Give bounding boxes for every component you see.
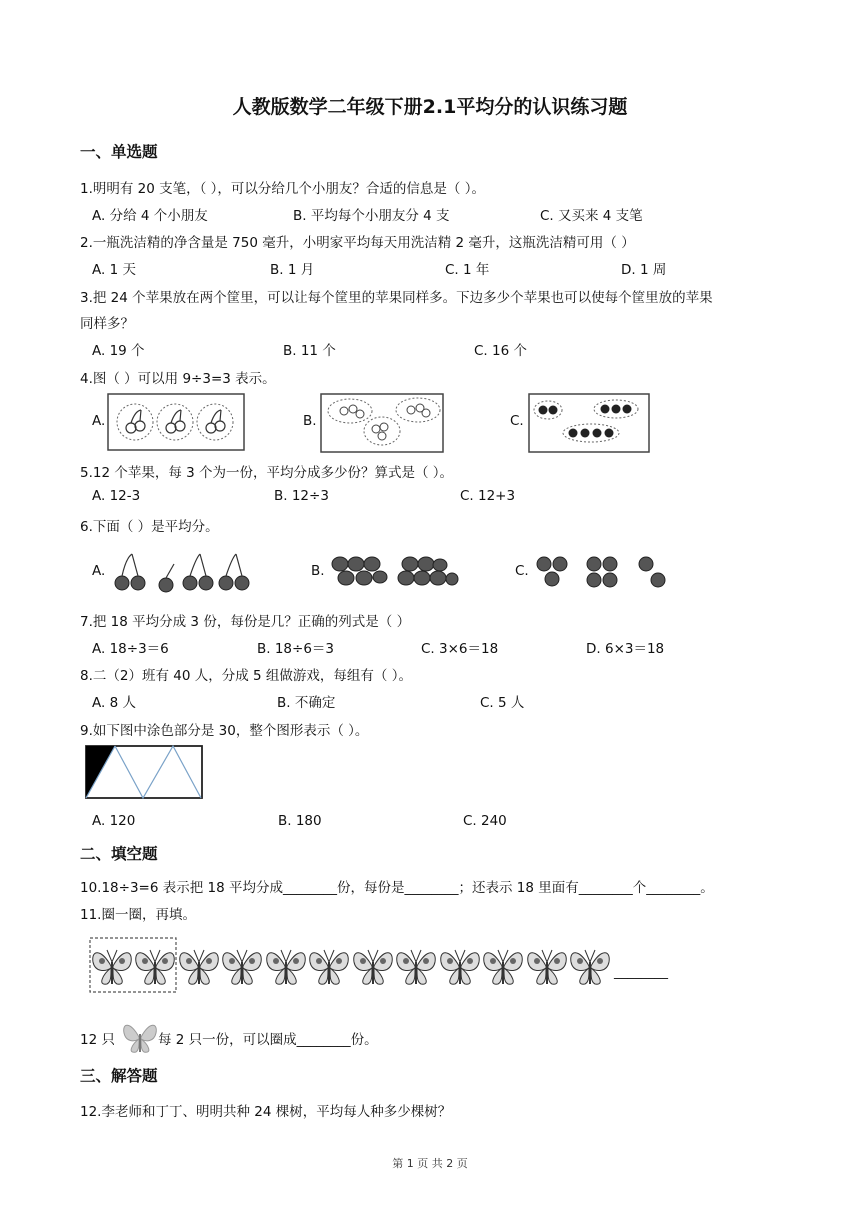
q7-option-a: A. 18÷3＝6: [92, 641, 169, 657]
q8-option-b: B. 不确定: [277, 695, 336, 711]
question-5: 5.12 个苹果，每 3 个为一份，平均分成多少份？算式是（ ）。: [80, 465, 454, 481]
question-1: 1.明明有 20 支笔，（ ），可以分给几个小朋友？合适的信息是（ ）。: [80, 181, 485, 197]
q9-option-a: A. 120: [92, 813, 136, 829]
question-10: 10.18÷3=6 表示把 18 平均分成________份，每份是________；还表示 18 里面有________个________。: [80, 880, 714, 896]
question-2: 2.一瓶洗洁精的净含量是 750 毫升，小明家平均每天用洗洁精 2 毫升，这瓶洗洁精可用（ ）: [80, 235, 635, 251]
question-8: 8.二（2）班有 40 人，分成 5 组做游戏，每组有（ ）。: [80, 668, 412, 684]
question-4: 4.图（ ）可以用 9÷3=3 表示。: [80, 371, 276, 387]
q4-option-b: B.: [303, 413, 317, 429]
section-heading-single-choice: 一、单选题: [80, 143, 158, 161]
q2-option-b: B. 1 月: [270, 262, 315, 278]
section-heading-solve: 三、解答题: [80, 1067, 158, 1085]
q11-line-2-prefix: 12 只: [80, 1032, 115, 1048]
question-3-line-1: 3.把 24 个苹果放在两个筐里，可以让每个筐里的苹果同样多。下边多少个苹果也可以使每个筐里放的苹果: [80, 290, 713, 306]
q3-option-a: A. 19 个: [92, 343, 145, 359]
q7-option-b: B. 18÷6＝3: [257, 641, 335, 657]
q11-line-2-text: 每 2 只一份，可以圈成________份。: [158, 1032, 378, 1048]
q6-option-b: B.: [311, 563, 325, 579]
q5-option-a: A. 12-3: [92, 488, 141, 504]
q7-option-d: D. 6×3＝18: [586, 641, 665, 657]
butterfly-icon: [122, 1018, 158, 1056]
q4-option-a: A.: [92, 413, 106, 429]
q6-option-c: C.: [515, 563, 529, 579]
q11-answer-blank[interactable]: ________: [614, 964, 668, 980]
q6-option-a: A.: [92, 563, 106, 579]
q8-option-a: A. 8 人: [92, 695, 136, 711]
q2-option-a: A. 1 天: [92, 262, 136, 278]
q5-option-b: B. 12÷3: [274, 488, 329, 504]
q4-image-a: [107, 393, 247, 453]
q4-option-c: C.: [510, 413, 524, 429]
question-9: 9.如下图中涂色部分是 30，整个图形表示（ ）。: [80, 723, 369, 739]
section-heading-fill-blank: 二、填空题: [80, 845, 158, 863]
q6-image-c-apples: [532, 552, 672, 592]
question-6: 6.下面（ ）是平均分。: [80, 519, 219, 535]
q4-image-c: [528, 393, 652, 455]
q2-option-d: D. 1 周: [621, 262, 667, 278]
q1-option-a: A. 分给 4 个小朋友: [92, 208, 208, 224]
question-7: 7.把 18 平均分成 3 份，每份是几？正确的列式是（ ）: [80, 614, 411, 630]
q8-option-c: C. 5 人: [480, 695, 525, 711]
q11-butterfly-row: [88, 936, 628, 994]
q5-option-c: C. 12+3: [460, 488, 516, 504]
q4-image-b: [320, 393, 446, 455]
question-12: 12.李老师和丁丁、明明共种 24 棵树，平均每人种多少棵树？: [80, 1104, 452, 1120]
q9-option-c: C. 240: [463, 813, 507, 829]
q7-option-c: C. 3×6＝18: [421, 641, 499, 657]
q3-option-b: B. 11 个: [283, 343, 336, 359]
q6-image-a-cherries: [108, 550, 258, 594]
question-11: 11.圈一圈，再填。: [80, 907, 196, 923]
q1-option-b: B. 平均每个小朋友分 4 支: [293, 208, 450, 224]
page-title: 人教版数学二年级下册2.1平均分的认识练习题: [232, 96, 628, 118]
q6-image-b-strawberries: [328, 552, 458, 592]
question-3-line-2: 同样多？: [80, 316, 134, 332]
q3-option-c: C. 16 个: [474, 343, 527, 359]
q2-option-c: C. 1 年: [445, 262, 490, 278]
q9-shaded-figure: [85, 745, 205, 801]
q9-option-b: B. 180: [278, 813, 322, 829]
q1-option-c: C. 又买来 4 支笔: [540, 208, 643, 224]
page-footer: 第 1 页 共 2 页: [392, 1157, 468, 1170]
